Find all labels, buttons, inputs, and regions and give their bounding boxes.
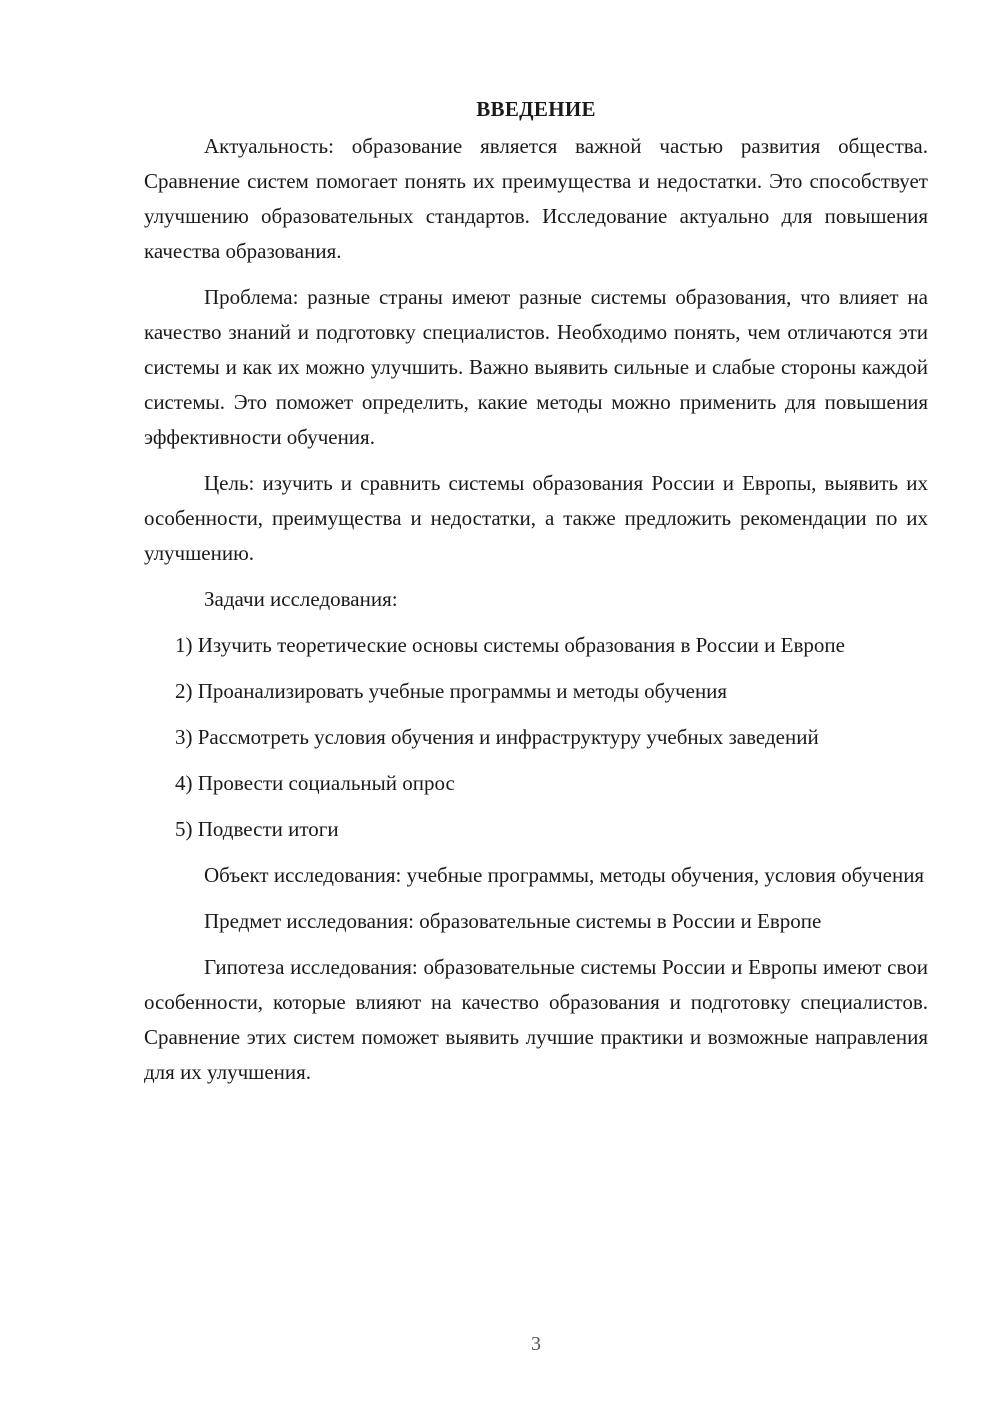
document-page bbox=[144, 92, 928, 1101]
task-item-1: 1) Изучить теоретические основы системы образования в России и Европе bbox=[175, 633, 845, 657]
task-item-5: 5) Подвести итоги bbox=[175, 817, 339, 841]
task-item-2: 2) Проанализировать учебные программы и методы обучения bbox=[175, 679, 728, 703]
page-number: 3 bbox=[531, 1333, 541, 1355]
tasks-intro: Задачи исследования: bbox=[204, 587, 398, 611]
page-title: ВВЕДЕНИЕ bbox=[476, 97, 596, 121]
problem-paragraph: Проблема: разные страны имеют разные системы образования, что влияет на качество знаний и подготовку специалистов. Необходимо понять, чем отличаются эти системы и как их можно улучшить. Важно выявить сильные и слабые стороны каждой системы. Это поможет определить, какие методы можно применить для повышения эффективности обучения. bbox=[144, 285, 928, 449]
task-item-4: 4) Провести социальный опрос bbox=[175, 771, 455, 795]
task-item-3: 3) Рассмотреть условия обучения и инфраструктуру учебных заведений bbox=[175, 725, 819, 749]
hypothesis-paragraph: Гипотеза исследования: образовательные системы России и Европы имеют свои особенности, которые влияют на качество образования и подготовку специалистов. Сравнение этих систем поможет выявить лучшие практики и возможные направления для их улучшения. bbox=[144, 955, 928, 1084]
relevance-paragraph: Актуальность: образование является важной частью развития общества. Сравнение систем помогает понять их преимущества и недостатки. Это способствует улучшению образовательных стандартов. Исследование актуально для повышения качества образования. bbox=[144, 134, 928, 263]
object-paragraph: Объект исследования: учебные программы, методы обучения, условия обучения bbox=[204, 863, 925, 887]
goal-paragraph: Цель: изучить и сравнить системы образования России и Европы, выявить их особенности, преимущества и недостатки, а также предложить рекомендации по их улучшению. bbox=[144, 471, 928, 565]
subject-paragraph: Предмет исследования: образовательные системы в России и Европе bbox=[204, 909, 822, 933]
